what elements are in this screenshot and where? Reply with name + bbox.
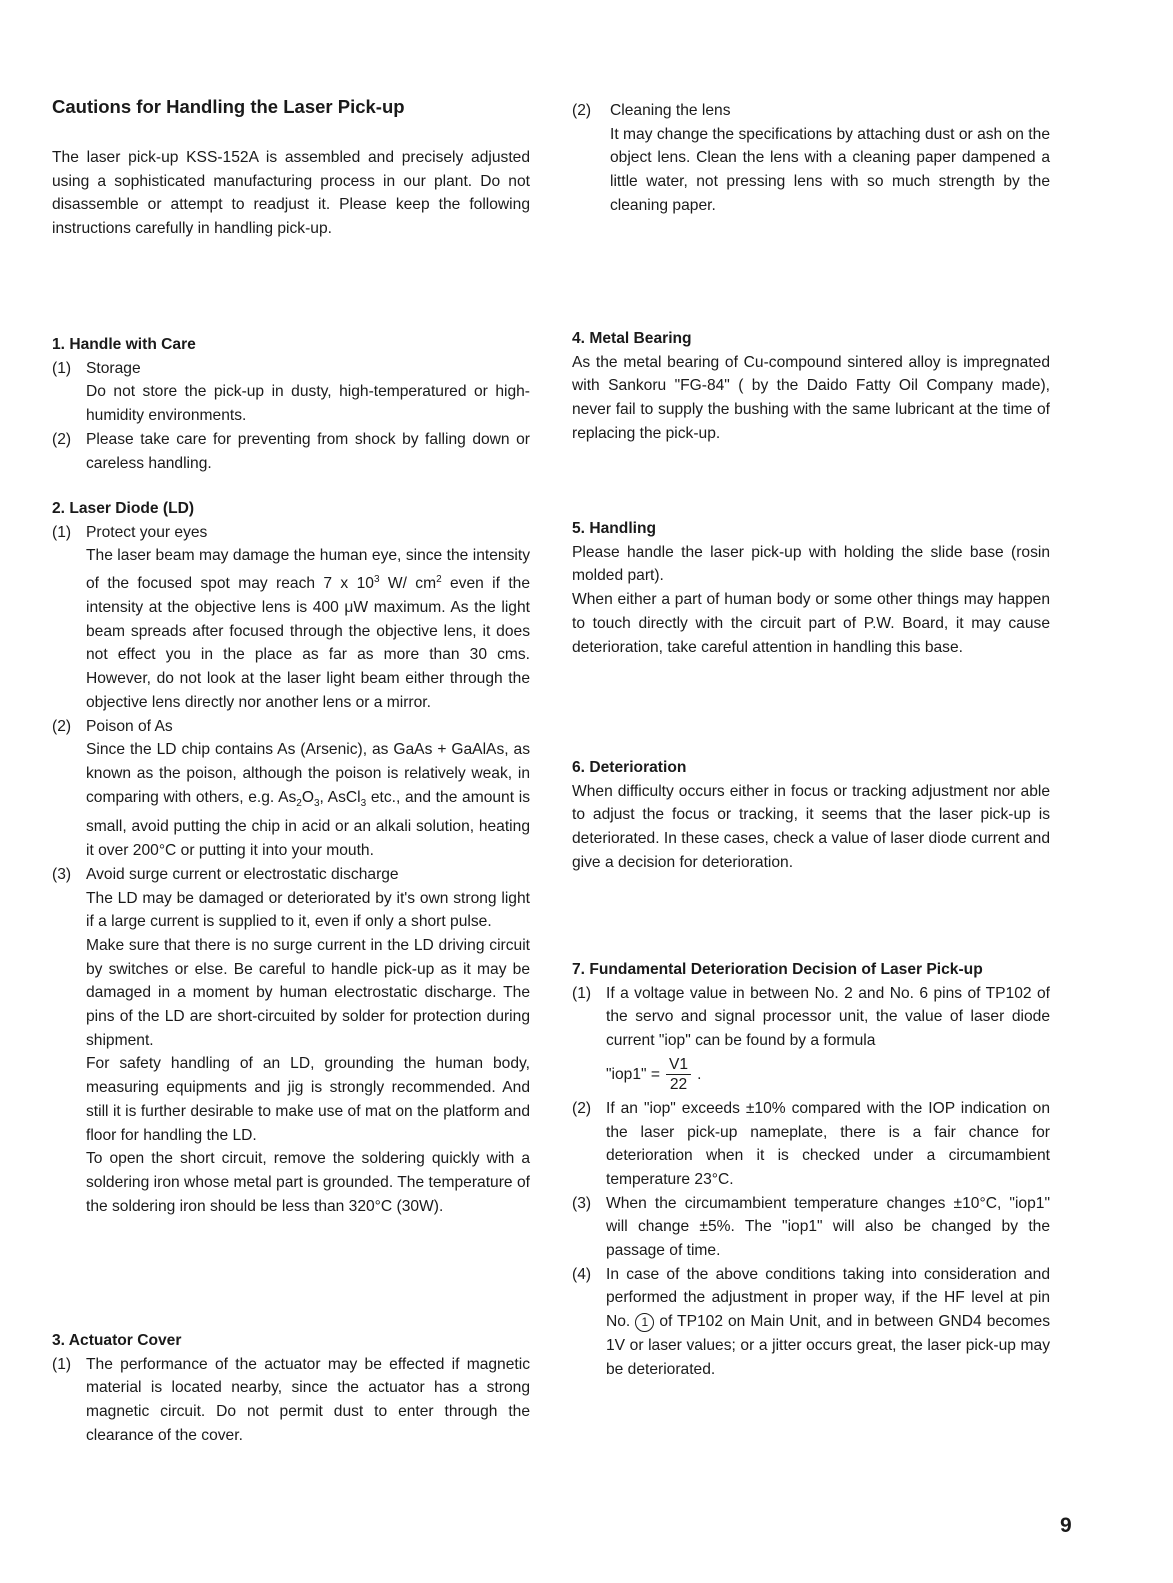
page-title: Cautions for Handling the Laser Pick-up (52, 96, 405, 117)
section-handle-with-care (52, 333, 530, 475)
item-title: Avoid surge current or electrostatic discharge (86, 865, 399, 883)
section-cleaning-lens (572, 99, 1050, 218)
formula-denominator: 22 (669, 1076, 688, 1094)
list-item (52, 1353, 530, 1448)
item-number: (1) (52, 1355, 72, 1373)
item-text: Do not store the pick-up in dusty, high-temperatured or high-humidity environments. (86, 383, 530, 425)
item-text: Since the LD chip contains As (Arsenic), as GaAs + GaAlAs, as known as the poison, although the poison is relatively weak, in comparing with others, e.g. $As_2O_3$, AsCl$_3$ etc., and the amount is small, avoid putting the chip in acid or an alkali solution, heating it over 200°C or putting it into your mouth. (86, 741, 530, 860)
intro-paragraph: The laser pick-up KSS-152A is assembled and precisely adjusted using a sophisticated manufacturing process in our plant. Do not disassemble or attempt to readjust it. Please keep the following instructions carefully in handling pick-up. (52, 149, 530, 238)
item-text: The LD may be damaged or deteriorated by it's own strong light if a large current is supplied to it, even if only a short pulse. (86, 889, 530, 931)
formula-numerator: V1 (666, 1055, 691, 1075)
list-item (572, 1192, 1050, 1263)
item-number: (4) (572, 1265, 592, 1283)
item-text: It may change the specifications by attaching dust or ash on the object lens. Clean the lens with a cleaning paper dampened a little water, not pressing lens with so much strength by the cleaning paper. (610, 125, 1050, 214)
item-number: (2) (572, 102, 592, 119)
section-metal-bearing (572, 327, 1050, 446)
list-item (52, 715, 530, 863)
section-text: As the metal bearing of Cu-compound sintered alloy is impregnated with Sankoru "FG-84" ( by the Daido Fatty Oil Company made), never fail to supply the bushing with the same lubricant at the time of replacing the pick-up. (572, 353, 1050, 442)
item-text: For safety handling of an LD, grounding the human body, measuring equipments and jig is strongly recommended. And still it is further desirable to make use of mat on the platform and floor for handling the LD. (86, 1055, 530, 1144)
section-laser-diode (52, 497, 530, 1218)
section-fundamental-deterioration (572, 958, 1050, 1381)
section-heading: 6. Deterioration (572, 759, 687, 776)
list-item (52, 863, 530, 1219)
item-number: (2) (572, 1099, 592, 1117)
formula-fraction (666, 1055, 691, 1094)
item-text: To open the short circuit, remove the soldering quickly with a soldering iron whose metal part is grounded. The temperature of the soldering iron should be less than 320°C (30W). (86, 1150, 530, 1215)
list-item (52, 357, 530, 428)
list-item (52, 521, 530, 715)
item-text: Please take care for preventing from shock by falling down or careless handling. (86, 430, 530, 472)
section-heading: 3. Actuator Cover (52, 1332, 182, 1349)
item-text: When the circumambient temperature changes ±10°C, "iop1" will change ±5%. The "iop1" will also be changed by the passage of time. (606, 1194, 1050, 1260)
page-number: 9 (1060, 1514, 1072, 1537)
list-item (572, 1263, 1050, 1382)
intro-block (52, 146, 530, 241)
item-text: In case of the above conditions taking into consideration and performed the adjustment in proper way, if the HF level at pin No. 1 of TP102 on Main Unit, and in between GND4 becomes 1V or laser values; or a jitter occurs great, the laser pick-up may be deteriorated. (606, 1265, 1050, 1378)
section-text: Please handle the laser pick-up with holding the slide base (rosin molded part). (572, 543, 1050, 585)
section-heading: 7. Fundamental Deterioration Decision of Laser Pick-up (572, 961, 983, 978)
section-heading: 5. Handling (572, 520, 657, 537)
item-number: (3) (572, 1194, 592, 1212)
item-text: Make sure that there is no surge current in the LD driving circuit by switches or else. Be careful to handle pick-up as it may be damaged in a moment by human electrostatic discharge. The pins of the LD are short-circuited by solder for protection during shipment. (86, 936, 530, 1049)
item-title: Storage (86, 359, 141, 377)
iop-formula (606, 1053, 1050, 1097)
item-text: The performance of the actuator may be effected if magnetic material is located nearby, since the actuator has a strong magnetic circuit. Do not permit dust to enter through the clearance of the cover. (86, 1355, 530, 1444)
item-number: (2) (52, 717, 72, 735)
formula-end: . (697, 1065, 702, 1083)
section-deterioration (572, 756, 1050, 875)
section-handling (572, 517, 1050, 659)
item-number: (1) (52, 523, 72, 541)
section-text: When difficulty occurs either in focus or tracking adjustment nor able to adjust the focus or tracking, it seems that the laser pick-up is deteriorated. In these cases, check a value of laser diode current and give a decision for deterioration. (572, 782, 1050, 871)
list-item (572, 1097, 1050, 1192)
item-title: Poison of As (86, 717, 173, 735)
item-text: If an "iop" exceeds ±10% compared with the IOP indication on the laser pick-up nameplate, there is a fair chance for deterioration when it is checked under a circumambient temperature 23°C. (606, 1099, 1050, 1188)
item-number: (1) (572, 984, 592, 1002)
list-item (572, 99, 1050, 218)
section-heading: 1. Handle with Care (52, 336, 196, 353)
item-number: (3) (52, 865, 72, 883)
section-heading: 4. Metal Bearing (572, 330, 692, 347)
circled-pin-number: 1 (635, 1313, 654, 1332)
item-number: (2) (52, 430, 72, 448)
item-title: Protect your eyes (86, 523, 208, 541)
item-number: (1) (52, 359, 72, 377)
section-text: When either a part of human body or some other things may happen to touch directly with the circuit part of P.W. Board, it may cause deterioration, take careful attention in handling this base. (572, 591, 1050, 656)
item-title: Cleaning the lens (610, 102, 731, 119)
section-heading: 2. Laser Diode (LD) (52, 500, 195, 517)
list-item (52, 428, 530, 475)
section-actuator-cover (52, 1329, 530, 1448)
formula-lhs: "iop1" = (606, 1065, 660, 1083)
item-text: The laser beam may damage the human eye, since the intensity of the focused spot may reach 7 x $10^3$ W/ $cm^2$ even if the intensity at the objective lens is 400 μW maximum. As the light beam spreads after focused through the objective lens, it does not effect you in the place as far as more than 30 cms. However, do not look at the laser light beam either through the objective lens directly nor another lens or a mirror. (86, 547, 530, 711)
list-item (572, 982, 1050, 1053)
item-text: If a voltage value in between No. 2 and No. 6 pins of TP102 of the servo and signal processor unit, the value of laser diode current "iop" can be found by a formula (606, 984, 1050, 1050)
